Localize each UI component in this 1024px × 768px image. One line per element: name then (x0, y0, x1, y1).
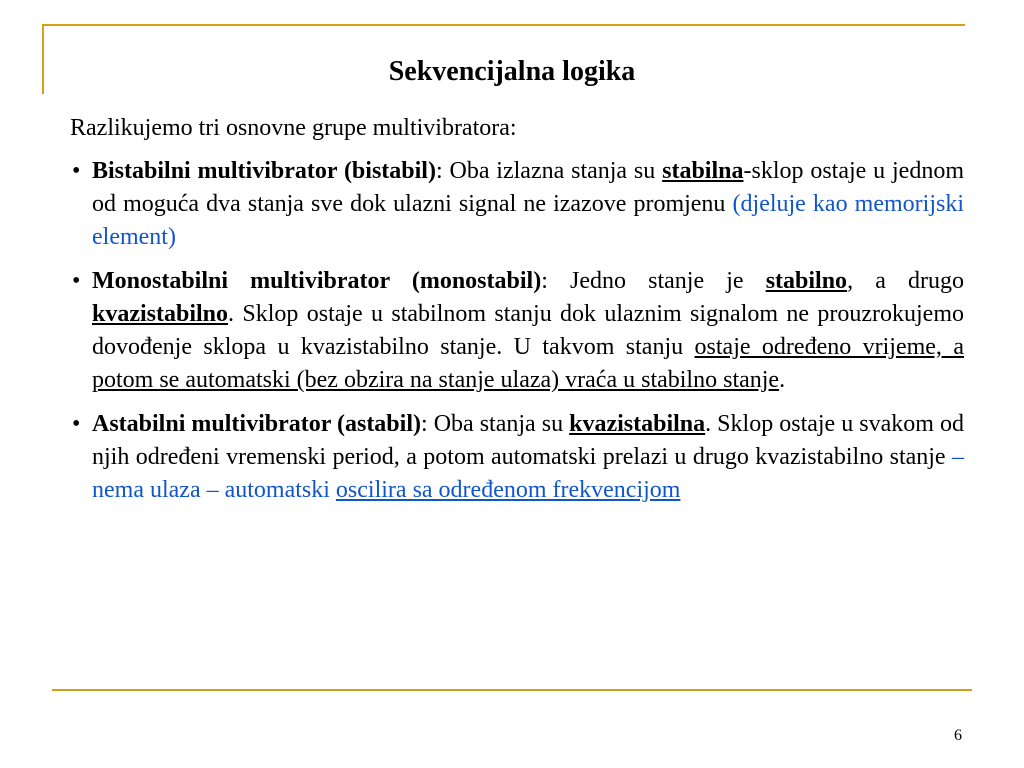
slide-title: Sekvencijalna logika (388, 56, 636, 87)
monostabil-sep: : Jedno stanje je (541, 268, 766, 294)
astabil-sep: : Oba stanja su (420, 411, 570, 437)
em-kvazistabilno: kvazistabilno (92, 301, 229, 327)
em-stabilna: stabilna (662, 158, 744, 184)
slide-content (70, 112, 964, 518)
term-bistabil: Bistabilni multivibrator (bistabil) (92, 158, 436, 184)
bullet-marker: • (72, 158, 81, 184)
monostabil-underlined: ostaje određeno vrijeme, a potom se automatski (bez obzira na stanje ulaza) vraća u stabilno stanje (92, 334, 964, 393)
monostabil-end: . (779, 367, 786, 393)
em-kvazistabilna: kvazistabilna (569, 411, 706, 437)
astabil-blue-text: – nema ulaza – automatski (92, 444, 964, 503)
astabil-oscillation-link: oscilira sa određenom frekvencijom (335, 477, 681, 503)
bullet-bistabil (70, 155, 964, 254)
frame-bottom-line (52, 689, 972, 691)
bullet-marker: • (72, 411, 81, 437)
monostabil-rest: . Sklop ostaje u stabilnom stanju dok ulaznim signalom ne prouzrokujemo dovođenje sklopa u kvazistabilno stanje. U takvom stanju (92, 301, 964, 360)
astabil-rest: . Sklop ostaje u svakom od njih određeni vremenski period, a potom automatski prelazi u drugo kvazistabilno stanje (92, 411, 964, 470)
bistabil-rest: -sklop ostaje u jednom od moguća dva stanja sve dok ulazni signal ne izazove promjenu (92, 158, 965, 217)
bullet-marker: • (72, 268, 81, 294)
bistabil-sep: : Oba izlazna stanja su (435, 158, 663, 184)
bullet-astabil (70, 408, 964, 507)
page-number: 6 (954, 727, 962, 744)
frame-top-line (42, 24, 965, 26)
intro-text: Razlikujemo tri osnovne grupe multivibratora: (70, 115, 517, 141)
term-astabil: Astabilni multivibrator (astabil) (92, 411, 421, 437)
term-monostabil: Monostabilni multivibrator (monostabil) (92, 268, 542, 294)
bistabil-note: (djeluje kao memorijski element) (92, 191, 964, 250)
em-stabilno: stabilno (765, 268, 848, 294)
monostabil-mid: , a drugo (847, 268, 964, 294)
bullet-monostabil (70, 265, 964, 397)
